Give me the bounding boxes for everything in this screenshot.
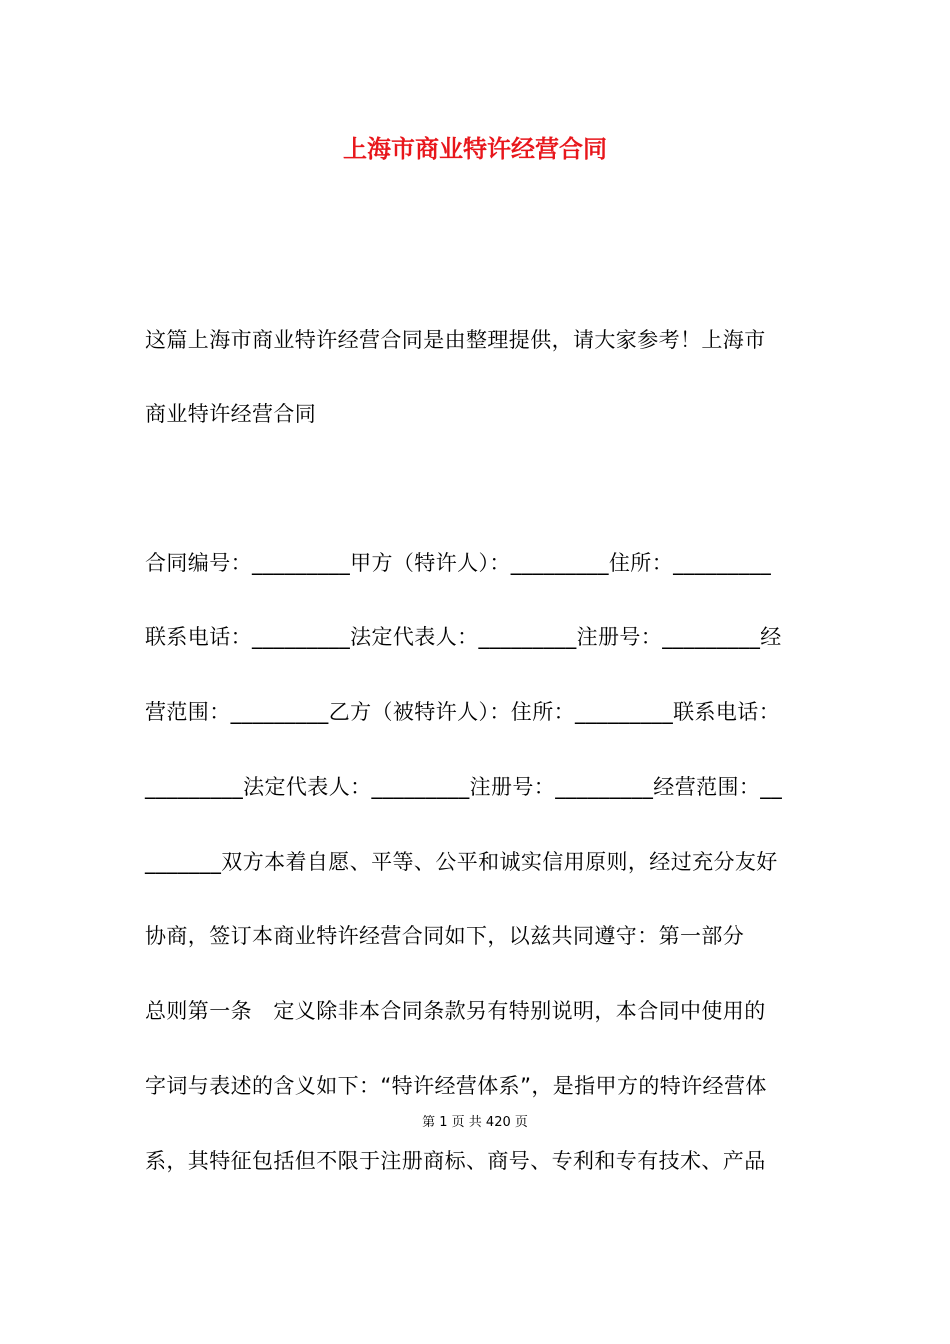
body-line-4: _________法定代表人：_________注册号：_________经营范围：__	[145, 775, 783, 799]
body-line-5: _______双方本着自愿、平等、公平和诚实信用原则，经过充分友好	[145, 850, 778, 874]
body-line-3: 营范围：_________乙方（被特许人）：住所：_________联系电话：	[145, 700, 781, 724]
body-line-8: 字词与表述的含义如下：“特许经营体系”，是指甲方的特许经营体	[145, 1074, 767, 1098]
intro-line-1: 这篇上海市商业特许经营合同是由整理提供，请大家参考！上海市	[145, 328, 766, 352]
intro-line-2: 商业特许经营合同	[145, 402, 317, 426]
body-line-7: 总则第一条 定义除非本合同条款另有特别说明，本合同中使用的	[145, 999, 766, 1023]
body-line-9: 系，其特征包括但不限于注册商标、商号、专利和专有技术、产品	[145, 1149, 766, 1173]
body-line-1: 合同编号：_________甲方（特许人）：_________住所：_________	[145, 551, 772, 575]
body-line-6: 协商，签订本商业特许经营合同如下，以兹共同遵守：第一部分	[145, 924, 745, 948]
body-line-2: 联系电话：_________法定代表人：_________注册号：_________经	[145, 625, 782, 649]
page-number-footer: 第 1 页 共 420 页	[422, 1115, 528, 1130]
document-title: 上海市商业特许经营合同	[343, 135, 607, 163]
